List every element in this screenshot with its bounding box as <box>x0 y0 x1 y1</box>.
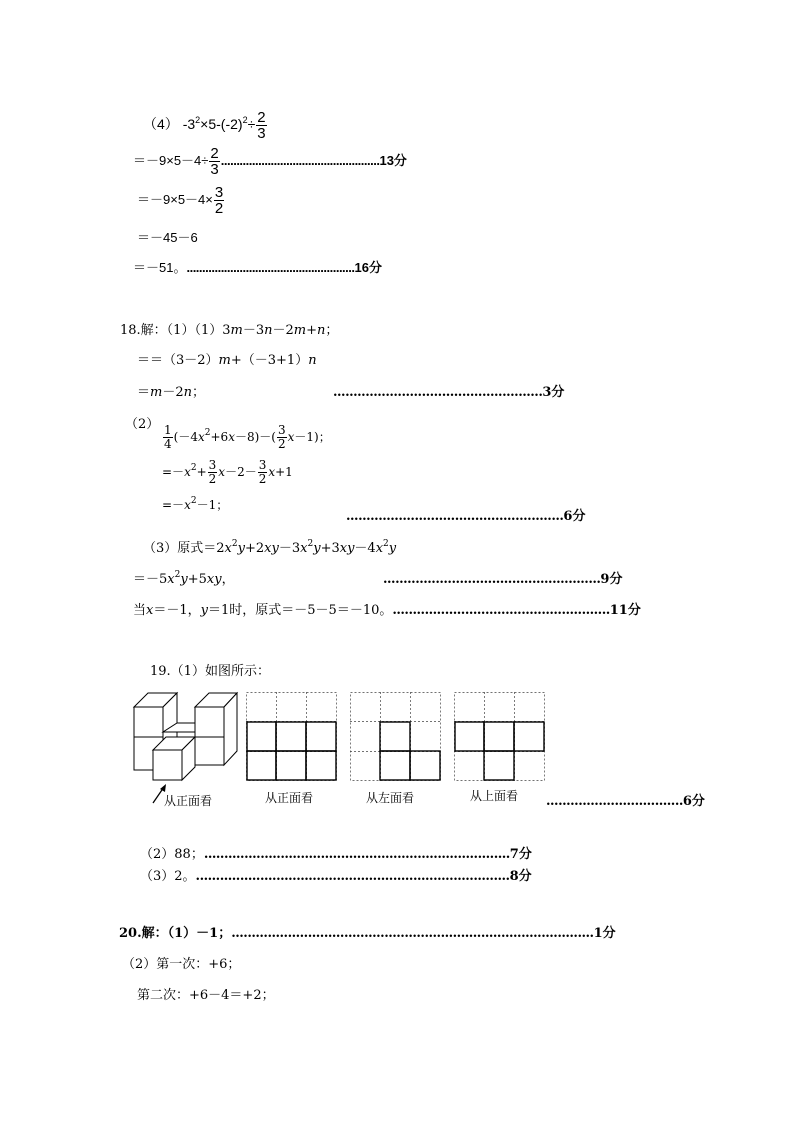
q19-part3 <box>140 869 532 885</box>
score: 13分 <box>379 152 407 168</box>
term: ＝1时，原式＝－5－5＝－10。 <box>208 603 393 618</box>
var: y <box>388 541 397 556</box>
q19-part2 <box>140 847 532 863</box>
denominator: 3 <box>210 161 219 178</box>
var: xy <box>264 541 279 556</box>
term: + <box>196 465 207 479</box>
var: n <box>308 353 317 368</box>
var: y <box>313 541 321 556</box>
var: x <box>167 572 175 587</box>
caption-left-view: 从左面看 <box>366 791 415 805</box>
term: －2－ <box>225 465 257 479</box>
term: +3 <box>320 541 340 556</box>
exponent: 2 <box>231 539 238 549</box>
leader-dots: .......................................................................................... <box>231 926 594 941</box>
term: +5 <box>187 572 207 587</box>
cube-solid-figure <box>133 690 243 785</box>
leader-dots: .................................. <box>546 794 683 809</box>
fraction <box>163 424 173 451</box>
exponent: 2 <box>242 115 248 126</box>
fraction <box>277 424 287 451</box>
term: =－ <box>162 465 185 479</box>
q20-head <box>119 926 616 942</box>
q18-part3-line2 <box>133 572 235 588</box>
exponent: 2 <box>307 539 314 549</box>
var: x <box>268 465 276 479</box>
expr-part: ×5-(-2) <box>200 116 243 133</box>
var: x <box>224 541 232 556</box>
term: ＝ <box>137 385 151 400</box>
fraction <box>209 146 219 177</box>
var: m <box>293 323 307 338</box>
caption-front-view: 从正面看 <box>265 791 314 805</box>
answer-text: （3）2。 <box>140 869 196 884</box>
q19-fig-score <box>546 794 705 810</box>
exponent: 2 <box>190 496 197 506</box>
term: ； <box>325 323 339 338</box>
term: +（－3+1） <box>230 353 309 368</box>
score: 6分 <box>563 509 586 524</box>
q20-part3: 第二次：+6－4＝+2； <box>137 988 275 1003</box>
q18-part2-line3 <box>162 497 228 513</box>
exponent: 2 <box>195 115 201 126</box>
q18-part3-line1 <box>143 541 396 557</box>
term: （3）原式＝2 <box>143 541 225 556</box>
exponent: 2 <box>204 428 211 438</box>
fraction <box>258 459 268 486</box>
q17-4-problem <box>143 110 268 141</box>
q20-part2: （2）第一次：+6； <box>122 957 241 972</box>
leader-dots: ...................................................... <box>392 603 610 618</box>
numerator: 2 <box>210 145 219 162</box>
step-text: ＝－51。 <box>133 260 187 275</box>
q18-line3-score <box>333 385 564 401</box>
term: ； <box>192 385 206 400</box>
caption-top-view: 从上面看 <box>470 789 519 803</box>
q18-line1 <box>120 323 338 339</box>
score: 11分 <box>609 603 641 618</box>
var: x <box>218 465 226 479</box>
leader-dots: ...................................................... <box>383 572 601 587</box>
q19-head: 19.（1）如图所示： <box>150 664 270 679</box>
term: －3 <box>278 541 301 556</box>
var: y <box>200 603 208 618</box>
term: ＝－5 <box>133 572 168 587</box>
score: 9分 <box>600 572 623 587</box>
divide-sign: ÷ <box>247 116 256 133</box>
term: + <box>306 323 317 338</box>
var: n <box>317 323 326 338</box>
q18-part3-line2-score <box>383 572 622 588</box>
problem-label: （4） <box>143 116 179 133</box>
numerator: 2 <box>257 109 266 126</box>
q18-line3 <box>137 385 205 401</box>
q17-4-step2 <box>137 185 225 216</box>
numerator: 3 <box>208 458 217 472</box>
var: y <box>180 572 188 587</box>
var: x <box>375 541 384 556</box>
numerator: 3 <box>258 458 267 472</box>
front-view-grid <box>246 692 338 782</box>
term: －2 <box>272 323 294 338</box>
leader-dots: ...................................................... <box>346 509 564 524</box>
score: 8分 <box>509 869 532 884</box>
step-text: ＝－9×5－4× <box>137 191 213 207</box>
score: 7分 <box>509 847 532 862</box>
term: =－ <box>162 498 185 512</box>
term: －8)－( <box>234 430 276 444</box>
denominator: 2 <box>208 472 217 486</box>
var: xy <box>206 572 222 587</box>
leader-dots: ...................................................... <box>186 260 355 275</box>
left-view-grid <box>350 692 442 782</box>
denominator: 4 <box>164 437 172 451</box>
denominator: 2 <box>214 200 224 217</box>
leader-dots: ................................................... <box>220 152 380 168</box>
var: m <box>218 353 231 368</box>
var: x <box>184 465 191 479</box>
var: n <box>264 323 273 338</box>
q17-4-step4 <box>133 260 382 276</box>
term: ＝＝（3－2） <box>137 353 219 368</box>
expr-part: -3 <box>182 116 196 133</box>
term: +1 <box>275 465 293 479</box>
top-view-grid <box>454 692 546 782</box>
exponent: 2 <box>190 463 197 473</box>
q18-part2-line2 <box>162 459 293 486</box>
term: +6 <box>210 430 229 444</box>
leader-dots: .................................................... <box>333 385 543 400</box>
var: x <box>146 603 154 618</box>
var: n <box>183 385 192 400</box>
term: (－4 <box>173 430 198 444</box>
term: ， <box>221 572 235 587</box>
var: x <box>184 498 191 512</box>
term: ＝－1， <box>153 603 201 618</box>
step-text: ＝－9×5－4÷ <box>133 152 209 168</box>
numerator: 3 <box>214 184 224 201</box>
term: +2 <box>244 541 265 556</box>
numerator: 1 <box>164 423 172 437</box>
var: m <box>150 385 163 400</box>
q18-part3-line3 <box>133 603 641 619</box>
term: －1； <box>196 498 229 512</box>
denominator: 2 <box>277 437 286 451</box>
caption-solid-front: 从正面看 <box>164 794 213 808</box>
leader-dots: .............................................................................. <box>195 869 510 884</box>
fraction <box>256 110 266 141</box>
score: 16分 <box>354 260 382 275</box>
var: x <box>228 430 235 444</box>
var: xy <box>339 541 355 556</box>
denominator: 2 <box>258 472 267 486</box>
fraction <box>208 459 218 486</box>
term: －4 <box>354 541 376 556</box>
q18-part2-line1 <box>162 424 331 451</box>
q17-4-step3: ＝－45－6 <box>137 230 198 245</box>
answer-text: （2）88； <box>140 847 204 862</box>
score: 6分 <box>682 794 705 809</box>
q18-line2 <box>137 353 317 369</box>
q18-part2-label: （2） <box>125 417 160 432</box>
var: x <box>197 430 205 444</box>
term: －1)； <box>294 430 331 444</box>
score: 1分 <box>593 926 616 941</box>
question-head: 18.解：（1）（1） <box>120 323 223 338</box>
var: y <box>237 541 245 556</box>
exponent: 2 <box>383 539 389 549</box>
term: －3 <box>242 323 265 338</box>
term: 3 <box>222 323 231 338</box>
question-head: 20.解：（1）－1； <box>119 926 232 941</box>
numerator: 3 <box>277 423 286 437</box>
q17-4-step1 <box>133 146 407 177</box>
score: 3分 <box>542 385 565 400</box>
fraction <box>214 185 224 216</box>
term: 当 <box>133 603 147 618</box>
var: x <box>300 541 308 556</box>
denominator: 3 <box>257 125 266 142</box>
exponent: 2 <box>174 570 181 580</box>
leader-dots: ............................................................................ <box>203 847 510 862</box>
var: m <box>230 323 243 338</box>
term: －2 <box>162 385 184 400</box>
var: x <box>287 430 295 444</box>
q18-part2-score <box>346 509 585 525</box>
